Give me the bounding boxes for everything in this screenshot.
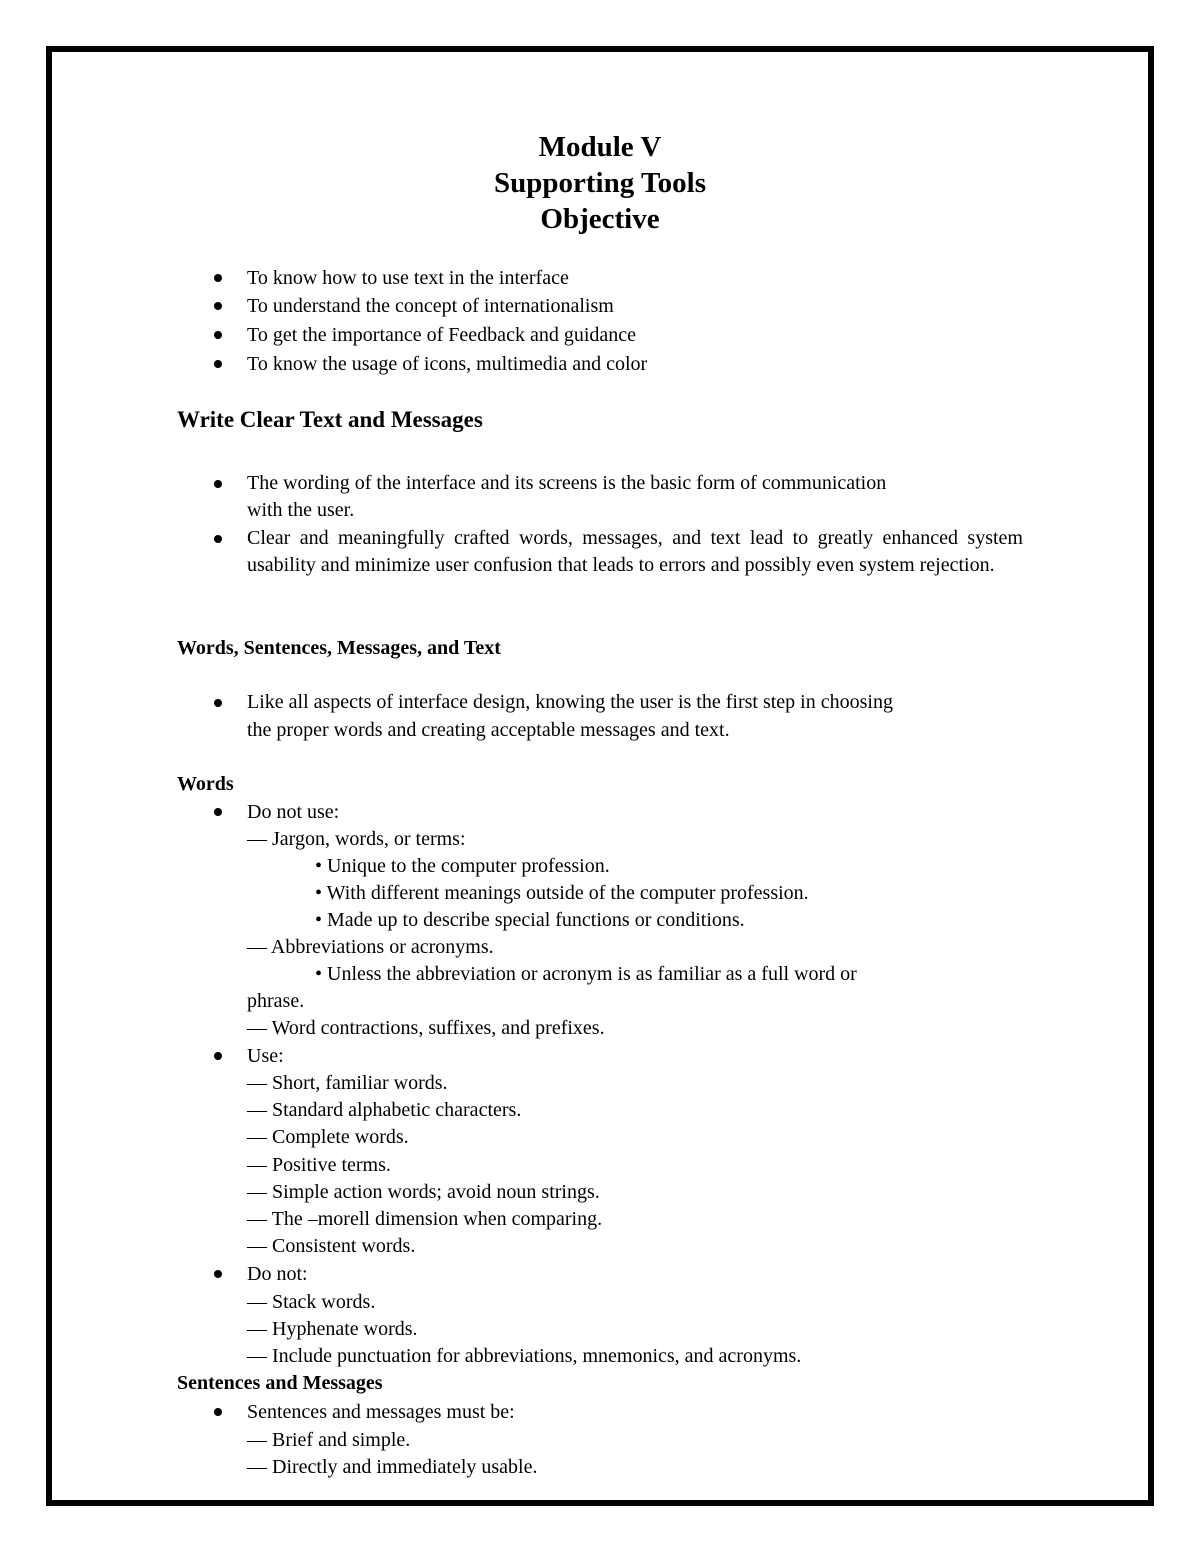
section-heading-write-clear-text: Write Clear Text and Messages	[177, 407, 483, 432]
module-subtitle: Supporting Tools	[494, 167, 706, 199]
module-title: Module V	[538, 131, 662, 163]
sub-item: — Stack words.	[247, 1291, 376, 1313]
sub-item: — Jargon, words, or terms:	[247, 828, 466, 850]
objective-item: To get the importance of Feedback and guidance	[247, 324, 637, 346]
paragraph-line: with the user.	[247, 499, 355, 521]
sub-item: — Hyphenate words.	[247, 1318, 418, 1340]
objective-heading: Objective	[540, 203, 660, 235]
sub-item: — Standard alphabetic characters.	[247, 1099, 522, 1121]
sub-item: — The –morell dimension when comparing.	[247, 1208, 603, 1230]
sub-sub-item: • Unless the abbreviation or acronym is as familiar as a full word or	[315, 963, 857, 985]
sub-item: — Positive terms.	[247, 1154, 391, 1176]
sub-item: — Complete words.	[247, 1126, 409, 1148]
sub-item: — Include punctuation for abbreviations, mnemonics, and acronyms.	[247, 1345, 802, 1367]
paragraph-bullet	[214, 535, 222, 543]
objective-item: To know the usage of icons, multimedia and color	[247, 353, 648, 375]
list-bullet	[214, 1052, 222, 1060]
list-bullet	[214, 1270, 222, 1278]
objective-bullet	[214, 274, 222, 282]
objective-bullet	[214, 331, 222, 339]
objective-bullet	[214, 360, 222, 368]
paragraph-bullet	[214, 699, 222, 707]
paragraph-bullet	[214, 480, 222, 488]
section-heading-words: Words	[177, 773, 234, 795]
paragraph-justified: Clear and meaningfully crafted words, messages, and text lead to greatly enhanced system usability and minimize user confusion that leads to errors and possibly even system rejection.	[247, 527, 1023, 576]
paragraph-line: the proper words and creating acceptable messages and text.	[247, 719, 730, 741]
sub-item: — Directly and immediately usable.	[247, 1456, 538, 1478]
list-label: Do not:	[247, 1263, 308, 1285]
sub-item: — Abbreviations or acronyms.	[247, 936, 494, 958]
sub-sub-item-continued: phrase.	[247, 990, 305, 1012]
sub-item: — Short, familiar words.	[247, 1072, 448, 1094]
sub-sub-item: • Unique to the computer profession.	[315, 855, 610, 877]
paragraph-line: Like all aspects of interface design, knowing the user is the first step in choosing	[247, 691, 893, 713]
sub-sub-item: • Made up to describe special functions or conditions.	[315, 909, 745, 931]
list-bullet	[214, 808, 222, 816]
sub-item: — Brief and simple.	[247, 1429, 411, 1451]
section-heading-wsmt: Words, Sentences, Messages, and Text	[177, 637, 501, 659]
section-heading-sentences: Sentences and Messages	[177, 1372, 383, 1394]
sub-item: — Word contractions, suffixes, and prefixes.	[247, 1017, 605, 1039]
paragraph-line: The wording of the interface and its screens is the basic form of communication	[247, 472, 887, 494]
list-label: Sentences and messages must be:	[247, 1401, 515, 1423]
objective-item: To understand the concept of internationalism	[247, 295, 614, 317]
list-label: Use:	[247, 1045, 284, 1067]
list-bullet	[214, 1408, 222, 1416]
sub-item: — Consistent words.	[247, 1235, 416, 1257]
objective-bullet	[214, 302, 222, 310]
list-label: Do not use:	[247, 801, 340, 823]
sub-sub-item: • With different meanings outside of the computer profession.	[315, 882, 809, 904]
sub-item: — Simple action words; avoid noun strings.	[247, 1181, 600, 1203]
objective-item: To know how to use text in the interface	[247, 267, 569, 289]
